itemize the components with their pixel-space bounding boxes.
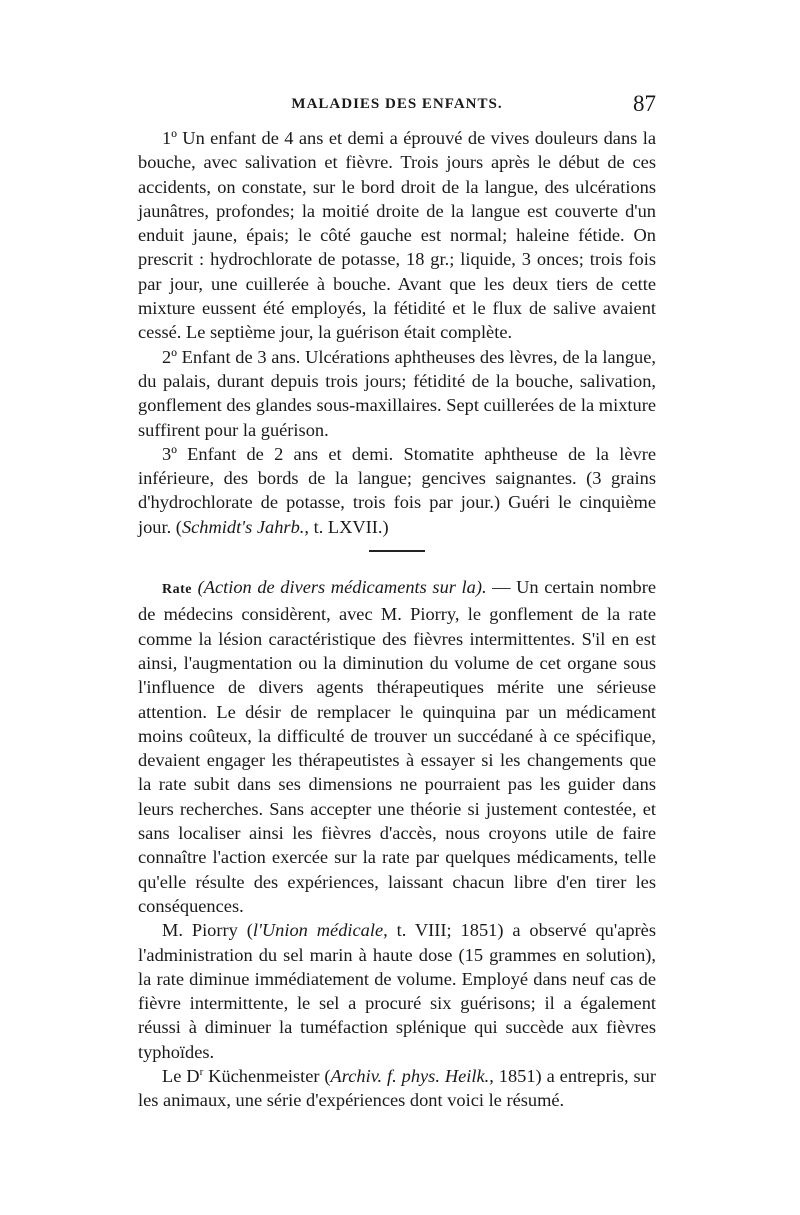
rate-text: — Un certain nombre de médecins considèrent, avec M. Piorry, le gonflement de la rate comme la lésion caractéristique des fièvres intermittentes. S'il en est ainsi, l'augmentation ou la diminution du volume de cet organe sous l'influence de divers agents thérapeutiques mérite une sérieuse attention. Le désir de remplacer le quinquina par un médicament moins coûteux, la difficulté de trouver un succédané à ce spécifique, devaient engager les thérapeutistes à essayer si les changements que la rate subit dans ses dimensions ne pourraient pas les guider dans leurs recherches. Sans accepter une théorie si justement contestée, et sans localiser ainsi les fièvres d'accès, nous croyons utile de faire connaître l'action exercée sur la rate par quelques médicaments, telle qu'elle résulte des expériences, laissant chacun libre d'en tirer les conséquences. bbox=[138, 577, 656, 916]
section-divider bbox=[369, 550, 425, 552]
rate-paragraph bbox=[138, 575, 656, 918]
page-body bbox=[138, 126, 656, 1113]
kuchenmeister-paragraph bbox=[138, 1064, 656, 1113]
rate-heading: Rate bbox=[162, 582, 192, 598]
case-1-text: 1º Un enfant de 4 ans et demi a éprouvé de vives douleurs dans la bouche, avec salivation et fièvre. Trois jours après le début de ces accidents, on constate, sur le bord droit de la langue, des ulcérations jaunâtres, profondes; la moitié droite de la langue est couverte d'un enduit jaune, épais; le côté gauche est normal; haleine fétide. On prescrit : hydrochlorate de potasse, 18 gr.; liquide, 3 onces; trois fois par jour, une cuillerée à bouche. Avant que les deux tiers de cette mixture eussent été employés, la fétidité et le flux de salive avaient cessé. Le septième jour, la guérison était complète. bbox=[138, 128, 656, 343]
piorry-paragraph bbox=[138, 918, 656, 1064]
piorry-text-end: t. VIII; 1851) a observé qu'après l'administration du sel marin à haute dose (15 grammes en solution), la rate diminue immédiatement de volume. Employé dans neuf cas de fièvre intermittente, le sel a procuré six guérisons; il a également réussi à diminuer la tuméfaction splénique qui succède aux fièvres typhoïdes. bbox=[138, 920, 656, 1062]
case-1-paragraph bbox=[138, 126, 656, 345]
doctor-superscript: r bbox=[199, 1065, 204, 1078]
rate-subtitle: (Action de divers médicaments sur la). bbox=[197, 577, 487, 598]
piorry-text-start: M. Piorry ( bbox=[162, 920, 253, 941]
kuchenmeister-citation: Archiv. f. phys. Heilk. bbox=[330, 1065, 490, 1086]
case-3-paragraph bbox=[138, 442, 656, 539]
kuchenmeister-text-start: Le D bbox=[162, 1065, 200, 1086]
case-3-citation: Schmidt's Jahrb. bbox=[181, 516, 305, 537]
running-head: MALADIES DES ENFANTS. bbox=[291, 96, 503, 112]
kuchenmeister-text-end: , 1851) a entrepris, sur les animaux, une série d'expériences dont voici le résumé. bbox=[138, 1065, 656, 1111]
case-3-citation-tail: , t. LXVII.) bbox=[304, 516, 389, 537]
page-number: 87 bbox=[633, 91, 656, 116]
case-2-paragraph bbox=[138, 345, 656, 442]
page-header bbox=[138, 91, 656, 122]
piorry-citation: l'Union médicale, bbox=[252, 920, 388, 941]
case-2-text: 2º Enfant de 3 ans. Ulcérations aphtheuses des lèvres, de la langue, du palais, durant depuis trois jours; fétidité de la bouche, salivation, gonflement des glandes sous-maxillaires. Sept cuillerées de la mixture suffirent pour la guérison. bbox=[138, 346, 656, 440]
case-3-text: 3º Enfant de 2 ans et demi. Stomatite aphtheuse de la lèvre inférieure, des bords de la langue; gencives saignantes. (3 grains d'hydrochlorate de potasse, trois fois par jour.) Guéri le cinquième jour. ( bbox=[138, 443, 656, 537]
section-gap bbox=[138, 561, 656, 575]
kuchenmeister-name: Küchenmeister ( bbox=[203, 1065, 331, 1086]
